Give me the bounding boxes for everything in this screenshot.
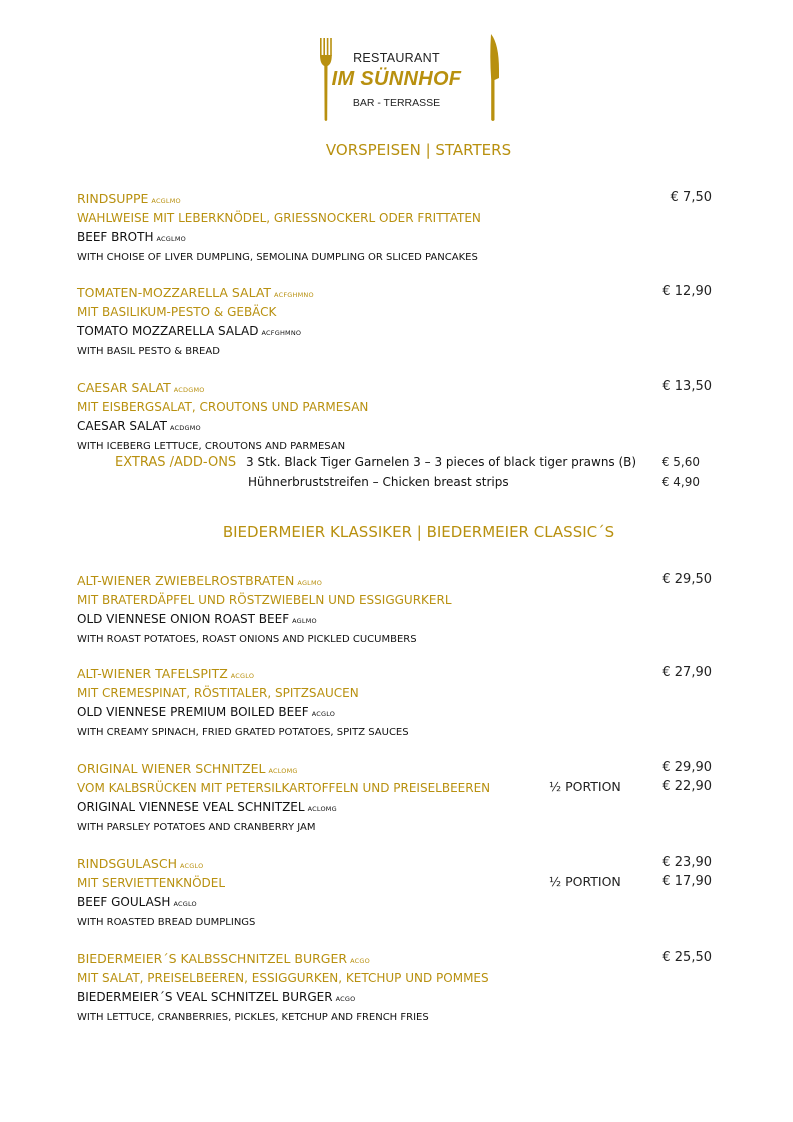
item-name-en: CAESAR SALAT <box>77 419 167 433</box>
menu-item <box>77 853 712 929</box>
half-portion-label: ½ PORTION <box>549 779 621 794</box>
menu-item <box>77 282 712 358</box>
item-name-de: CAESAR SALAT <box>77 380 171 395</box>
allergen-codes: ACGLO <box>230 672 255 680</box>
item-name-de: BIEDERMEIER´S KALBSSCHNITZEL BURGER <box>77 951 348 966</box>
allergen-codes: ACLOMG <box>307 805 337 813</box>
allergen-codes: ACLOMG <box>268 767 298 775</box>
item-name-de: ALT-WIENER TAFELSPITZ <box>77 666 228 681</box>
item-description-de: MIT CREMESPINAT, RÖSTITALER, SPITZSAUCEN <box>77 686 359 700</box>
item-price: € 25,50 <box>662 950 712 965</box>
item-description-de: MIT BRATERDÄPFEL UND RÖSTZWIEBELN UND ESSIGGURKERL <box>77 593 452 607</box>
item-name-en: BIEDERMEIER´S VEAL SCHNITZEL BURGER <box>77 990 333 1004</box>
item-name-de: RINDSGULASCH <box>77 856 177 871</box>
item-description-en: WITH PARSLEY POTATOES AND CRANBERRY JAM <box>77 822 316 833</box>
item-description-de: MIT SALAT, PREISELBEEREN, ESSIGGURKEN, KETCHUP UND POMMES <box>77 971 489 985</box>
menu-item <box>77 188 712 264</box>
logo-bar-terrasse-text: BAR - TERRASSE <box>352 97 441 109</box>
item-description-de: MIT SERVIETTENKNÖDEL <box>77 876 226 890</box>
allergen-codes: ACGLO <box>179 862 204 870</box>
extra-option-text: 3 Stk. Black Tiger Garnelen 3 – 3 pieces of black tiger prawns (B) <box>246 455 637 469</box>
item-description-de: MIT EISBERGSALAT, CROUTONS UND PARMESAN <box>77 400 369 414</box>
allergen-codes: ACGLMO <box>151 197 181 205</box>
item-description-en: WITH ROASTED BREAD DUMPLINGS <box>77 917 256 928</box>
item-price: € 13,50 <box>662 379 712 394</box>
logo-restaurant-text: RESTAURANT <box>353 51 440 65</box>
item-name-de: TOMATEN-MOZZARELLA SALAT <box>77 285 272 300</box>
extras-label: EXTRAS /ADD-ONS <box>115 455 237 470</box>
item-name-de: ORIGINAL WIENER SCHNITZEL <box>77 761 266 776</box>
allergen-codes: ACGLO <box>173 900 197 908</box>
item-name-en: OLD VIENNESE PREMIUM BOILED BEEF <box>77 705 309 719</box>
menu-item <box>77 758 712 834</box>
allergen-codes: ACGLO <box>311 710 336 718</box>
item-description-de: VOM KALBSRÜCKEN MIT PETERSILKARTOFFELN UND PREISELBEEREN <box>77 781 491 795</box>
menu-item <box>77 377 712 453</box>
menu-item <box>77 948 712 1024</box>
item-name-en: BEEF GOULASH <box>77 895 171 909</box>
menu-item <box>77 663 712 739</box>
item-name-en: ORIGINAL VIENNESE VEAL SCHNITZEL <box>77 800 305 814</box>
item-description-de: MIT BASILIKUM-PESTO & GEBÄCK <box>77 305 277 319</box>
knife-icon <box>486 34 500 122</box>
allergen-codes: ACGLMO <box>156 235 186 243</box>
item-price: € 12,90 <box>662 284 712 299</box>
item-name-de: ALT-WIENER ZWIEBELROSTBRATEN <box>77 573 295 588</box>
allergen-codes: ACFGHMNO <box>261 329 302 337</box>
half-portion-label: ½ PORTION <box>549 874 621 889</box>
allergen-codes: ACFGHMNO <box>274 291 314 299</box>
item-price: € 29,90 <box>662 760 712 775</box>
item-description-en: WITH CREAMY SPINACH, FRIED GRATED POTATOES, SPITZ SAUCES <box>77 727 409 738</box>
allergen-codes: AGLMO <box>292 617 317 625</box>
item-name-en: BEEF BROTH <box>77 230 154 244</box>
item-description-en: WITH ICEBERG LETTUCE, CROUTONS AND PARMESAN <box>77 441 346 452</box>
half-portion-price: € 22,90 <box>662 779 712 794</box>
item-price: € 23,90 <box>662 855 712 870</box>
half-portion-price: € 17,90 <box>662 874 712 889</box>
allergen-codes: ACDGMO <box>173 386 205 394</box>
extra-option-price: € 4,90 <box>661 475 700 489</box>
extra-option-text: Hühnerbruststreifen – Chicken breast strips <box>248 475 509 489</box>
allergen-codes: ACDGMO <box>170 424 201 432</box>
item-name-en: OLD VIENNESE ONION ROAST BEEF <box>77 612 290 626</box>
item-price: € 7,50 <box>670 190 712 205</box>
item-description-en: WITH BASIL PESTO & BREAD <box>77 346 220 357</box>
item-description-de: WAHLWEISE MIT LEBERKNÖDEL, GRIESSNOCKERL ODER FRITTATEN <box>77 211 481 225</box>
restaurant-logo <box>0 30 793 125</box>
section-title-classics: BIEDERMEIER KLASSIKER | BIEDERMEIER CLASSIC´S <box>222 523 615 541</box>
extra-option-price: € 5,60 <box>661 455 700 469</box>
menu-item <box>77 570 712 646</box>
item-name-en: TOMATO MOZZARELLA SALAD <box>77 324 259 338</box>
item-description-en: WITH CHOISE OF LIVER DUMPLING, SEMOLINA DUMPLING OR SLICED PANCAKES <box>77 252 478 263</box>
item-price: € 27,90 <box>662 665 712 680</box>
item-name-de: RINDSUPPE <box>77 191 149 206</box>
allergen-codes: ACGO <box>335 995 356 1003</box>
item-price: € 29,50 <box>662 572 712 587</box>
logo-name-text: IM SÜNNHOF <box>331 68 462 90</box>
section-title-starters: VORSPEISEN | STARTERS <box>325 141 512 159</box>
allergen-codes: ACGO <box>350 957 370 965</box>
allergen-codes: AGLMO <box>297 579 323 587</box>
item-description-en: WITH ROAST POTATOES, ROAST ONIONS AND PICKLED CUCUMBERS <box>77 634 417 645</box>
item-description-en: WITH LETTUCE, CRANBERRIES, PICKLES, KETCHUP AND FRENCH FRIES <box>77 1012 429 1023</box>
